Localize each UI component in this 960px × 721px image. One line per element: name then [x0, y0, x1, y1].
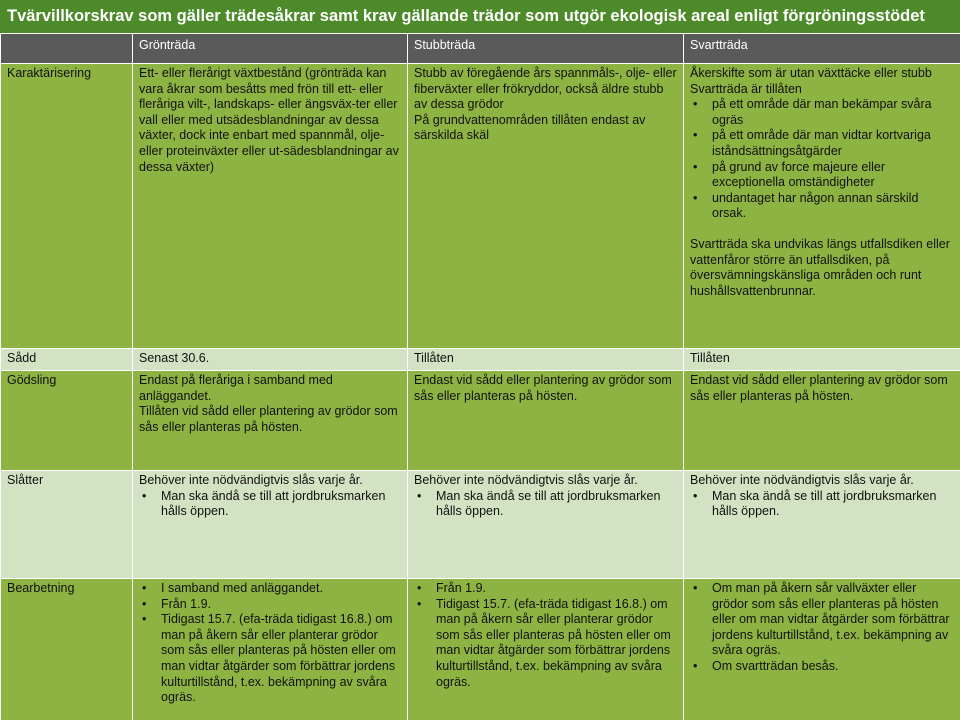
- list-item: • Om svartträdan besås.: [712, 659, 955, 675]
- cell-text: [133, 371, 408, 471]
- table-row-karakterisering: [1, 64, 960, 349]
- cell-paragraph: Svartträda ska undvikas längs utfallsdiken eller vattenfåror större än utfallsdiken, på översvämningskänsliga områden och runt hushållsvattenbrunnar.: [690, 237, 955, 299]
- cell-paragraph: Endast på fleråriga i samband med anläggandet. Tillåten vid sådd eller plantering av grödor som sås eller planteras på hösten.: [139, 373, 402, 435]
- cell-text: [133, 579, 408, 721]
- row-label: Gödsling: [1, 371, 133, 471]
- bullet-list: [139, 581, 402, 706]
- list-item: • Man ska ändå se till att jordbruksmarken hålls öppen.: [436, 489, 678, 520]
- cell-text: Endast vid sådd eller plantering av grödor som sås eller planteras på hösten.: [408, 371, 684, 471]
- list-item: • I samband med anläggandet.: [161, 581, 402, 597]
- cell-text: [133, 64, 408, 349]
- cell-text: [408, 579, 684, 721]
- bullet-list: [690, 581, 955, 675]
- cell-paragraph: Behöver inte nödvändigtvis slås varje år.: [690, 473, 955, 489]
- cell-paragraph: Åkerskifte som är utan växttäcke eller stubb Svartträda är tillåten: [690, 66, 955, 97]
- cell-text: Senast 30.6.: [133, 349, 408, 371]
- table-header-row: [1, 34, 960, 64]
- table-row-godsling: [1, 371, 960, 471]
- cell-text: [684, 64, 960, 349]
- bullet-list: [139, 489, 402, 520]
- list-item: • på ett område där man bekämpar svåra ogräs: [712, 97, 955, 128]
- cell-paragraph: Behöver inte nödvändigtvis slås varje år.: [414, 473, 678, 489]
- bullet-list: [690, 489, 955, 520]
- cell-text: [133, 471, 408, 579]
- list-item: • Tidigast 15.7. (efa-träda tidigast 16.8.) om man på åkern sår eller planterar grödor som sås eller planteras på hösten eller om man vidtar åtgärder som förbättrar jordens kulturtillstånd, t.ex. bekämpning av svåra ogräs.: [436, 597, 678, 691]
- header-cell-empty: [1, 34, 133, 64]
- cell-text: [408, 471, 684, 579]
- list-item: • undantaget har någon annan särskild orsak.: [712, 191, 955, 222]
- table-row-bearbetning: [1, 579, 960, 721]
- list-item: • Om man på åkern sår vallväxter eller grödor som sås eller planteras på hösten eller om man vidtar åtgärder som förbättrar jordens kulturtillstånd, t.ex. bekämpning av svåra ogräs.: [712, 581, 955, 659]
- cell-text: Endast vid sådd eller plantering av grödor som sås eller planteras på hösten.: [684, 371, 960, 471]
- row-label: Bearbetning: [1, 579, 133, 721]
- header-stubbträda: Stubbträda: [408, 34, 684, 64]
- cell-text: [684, 471, 960, 579]
- table-row-sadd: [1, 349, 960, 371]
- header-gronträda: Grönträda: [133, 34, 408, 64]
- cell-text: [684, 579, 960, 721]
- list-item: • Man ska ändå se till att jordbruksmarken hålls öppen.: [161, 489, 402, 520]
- cell-paragraph: Ett- eller flerårigt växtbestånd (grönträda kan vara åkrar som besåtts med frön till ett- eller fleråriga vilt-, landskaps- eller ängsväx-ter eller vall eller med utsädesblandningar av dessa växter, dock inte enbart med spannmål, olje- eller proteinväxter eller ut-sädesblandningar av dessa växter): [139, 66, 402, 175]
- bullet-list: [414, 489, 678, 520]
- list-item: • Från 1.9.: [436, 581, 678, 597]
- list-item: • Från 1.9.: [161, 597, 402, 613]
- list-item: • Tidigast 15.7. (efa-träda tidigast 16.8.) om man på åkern sår eller planterar grödor som sås eller planteras på hösten eller om man vidtar åtgärder som förbättrar jordens kulturtillstånd, t.ex. bekämpning av svåra ogräs.: [161, 612, 402, 706]
- bullet-list: [414, 581, 678, 690]
- table-row-slatter: [1, 471, 960, 579]
- list-item: • på grund av force majeure eller exceptionella omständigheter: [712, 160, 955, 191]
- cell-text: Tillåten: [408, 349, 684, 371]
- bullet-list: [690, 97, 955, 222]
- row-label: Slåtter: [1, 471, 133, 579]
- fallow-requirements-table: [0, 33, 960, 721]
- list-item: • på ett område där man vidtar kortvariga iståndsättningsåtgärder: [712, 128, 955, 159]
- row-label: Sådd: [1, 349, 133, 371]
- cell-text: Tillåten: [684, 349, 960, 371]
- list-item: • Man ska ändå se till att jordbruksmarken hålls öppen.: [712, 489, 955, 520]
- cell-paragraph: Behöver inte nödvändigtvis slås varje år.: [139, 473, 402, 489]
- page-title: Tvärvillkorskrav som gäller trädesåkrar samt krav gällande trädor som utgör ekologisk areal enligt förgröningsstödet: [0, 0, 960, 33]
- row-label: Karaktärisering: [1, 64, 133, 349]
- header-svartträda: Svartträda: [684, 34, 960, 64]
- cell-paragraph: Stubb av föregående års spannmåls-, olje- eller fiberväxter eller frökryddor, också äldre stubb av dessa grödor På grundvattenområden tillåten endast av särskilda skäl: [414, 66, 678, 144]
- cell-text: [408, 64, 684, 349]
